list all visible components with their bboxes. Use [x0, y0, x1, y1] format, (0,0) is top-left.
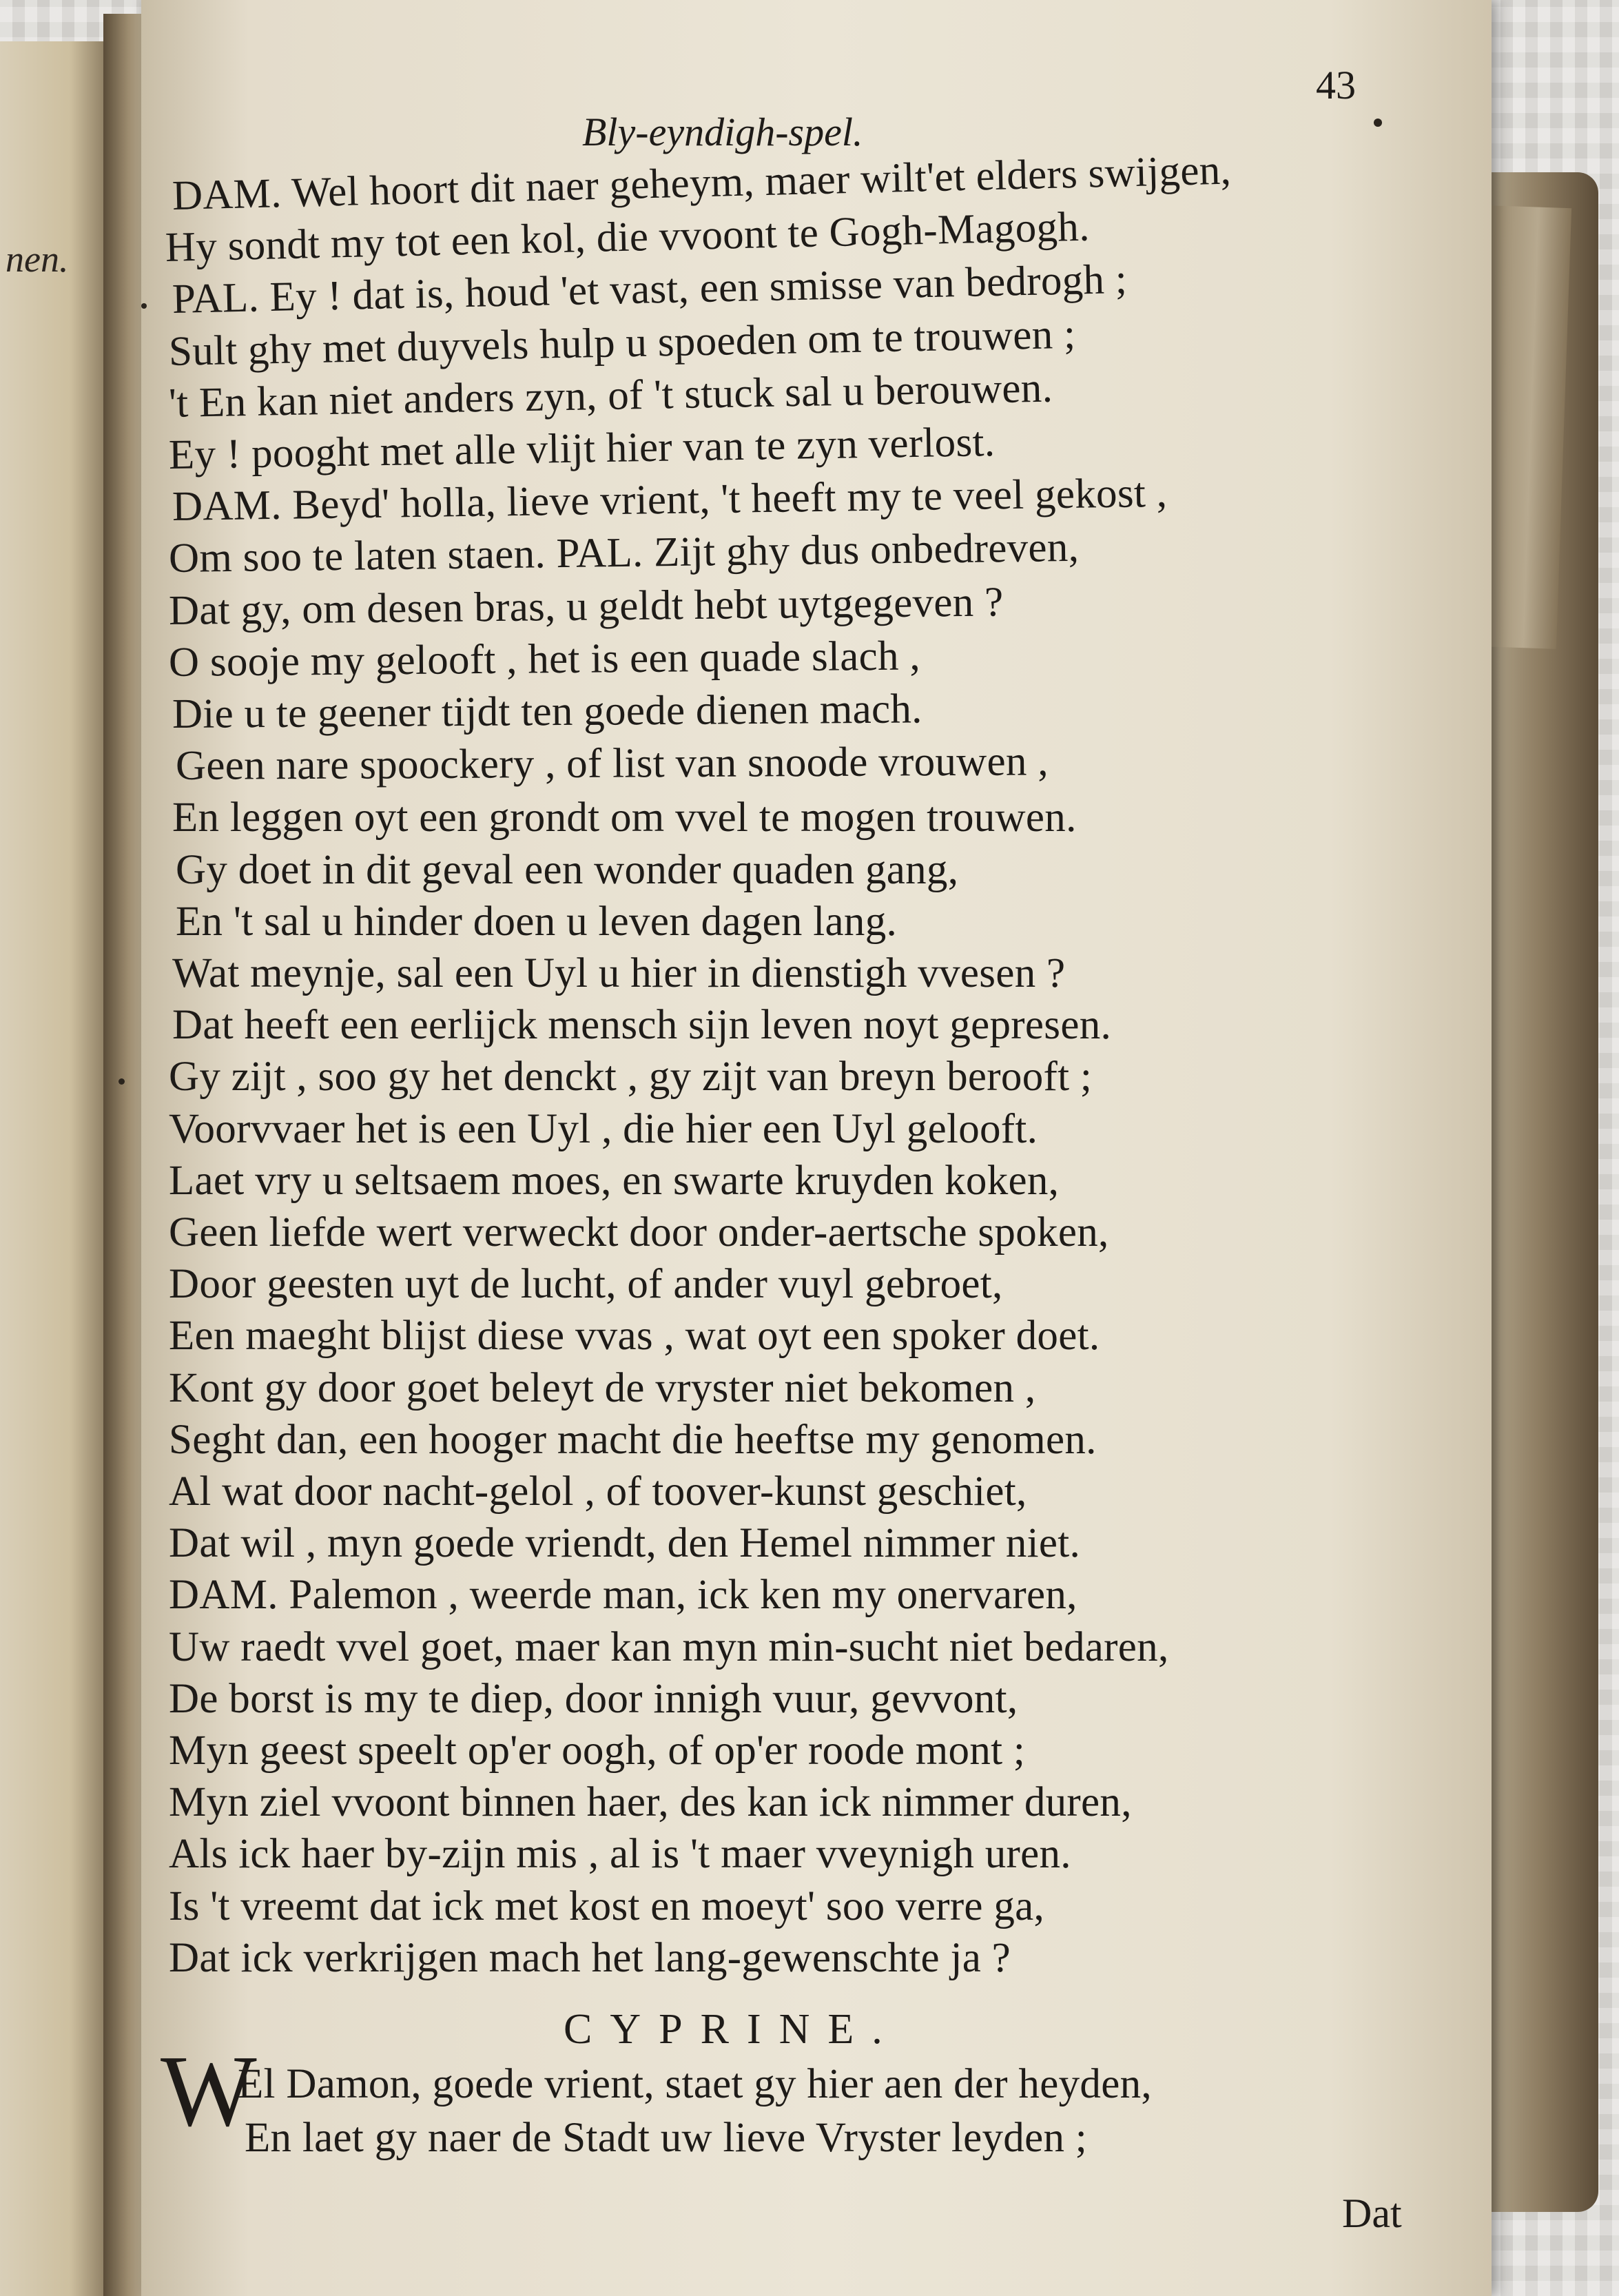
- verse-line: 't En kan niet anders zyn, of 't stuck sal u berouwen.: [168, 365, 1053, 427]
- verse-line: Wat meynje, sal een Uyl u hier in dienstigh vvesen ?: [172, 950, 1066, 996]
- verse-line: Dat heeft een eerlijck mensch sijn leven noyt gepresen.: [172, 1002, 1112, 1048]
- verse-line: Die u te geener tijdt ten goede dienen mach.: [172, 686, 922, 737]
- verse-line: Myn geest speelt op'er oogh, of op'er roode mont ;: [169, 1728, 1026, 1774]
- running-head: Bly-eyndigh-spel.: [582, 110, 863, 154]
- left-page-text-fragment: nen.: [6, 238, 69, 280]
- page-number: 43: [1316, 63, 1356, 107]
- verse-line: Hy sondt my tot een kol, die vvoont te Gogh-Magogh.: [165, 203, 1091, 271]
- verse-line: Een maeght blijst diese vvas , wat oyt een spoker doet.: [169, 1313, 1100, 1359]
- verse-line: Door geesten uyt de lucht, of ander vuyl gebroet,: [169, 1261, 1003, 1307]
- ink-speck: [1374, 119, 1382, 127]
- ink-speck: [141, 303, 147, 309]
- ink-speck: [118, 1078, 125, 1085]
- verse-line: En leggen oyt een grondt om vvel te mogen trouwen.: [172, 795, 1077, 841]
- closing-line: El Damon, goede vrient, staet gy hier aen der heyden,: [238, 2061, 1152, 2107]
- verse-line: Geen liefde wert verweckt door onder-aertsche spoken,: [169, 1209, 1109, 1255]
- left-facing-page: [0, 41, 117, 2296]
- verse-line: PAL. Ey ! dat is, houd 'et vast, een smisse van bedrogh ;: [172, 256, 1128, 322]
- verse-line: Ey ! pooght met alle vlijt hier van te zyn verlost.: [168, 419, 996, 478]
- verse-line: Dat gy, om desen bras, u geldt hebt uytgegeven ?: [168, 579, 1004, 634]
- verse-line: Om soo te laten staen. PAL. Zijt ghy dus onbedreven,: [168, 524, 1080, 582]
- verse-line: Seght dan, een hooger macht die heeftse my genomen.: [169, 1417, 1097, 1463]
- verse-line: En 't sal u hinder doen u leven dagen lang.: [176, 899, 898, 945]
- verse-line: Kont gy door goet beleyt de vryster niet bekomen ,: [169, 1365, 1036, 1411]
- verse-line: Myn ziel vvoont binnen haer, des kan ick nimmer duren,: [169, 1779, 1132, 1825]
- verse-line: Uw raedt vvel goet, maer kan myn min-sucht niet bedaren,: [169, 1624, 1169, 1670]
- verse-line: Dat ick verkrijgen mach het lang-gewenschte ja ?: [169, 1935, 1011, 1981]
- verse-line: Voorvvaer het is een Uyl , die hier een Uyl gelooft.: [169, 1106, 1038, 1152]
- catchword: Dat: [1342, 2191, 1402, 2236]
- verse-line: Is 't vreemt dat ick met kost en moeyt' soo verre ga,: [169, 1883, 1045, 1929]
- verse-line: Gy doet in dit geval een wonder quaden gang,: [176, 847, 959, 893]
- verse-line: DAM. Palemon , weerde man, ick ken my onervaren,: [169, 1572, 1077, 1618]
- verse-line: Als ick haer by-zijn mis , al is 't maer vveynigh uren.: [169, 1831, 1071, 1877]
- verse-line: Geen nare spoockery , of list van snoode vrouwen ,: [175, 738, 1049, 789]
- verse-line: DAM. Beyd' holla, lieve vrient, 't heeft my te veel gekost ,: [172, 469, 1168, 530]
- verse-line: O sooje my gelooft , het is een quade slach ,: [168, 633, 921, 686]
- verse-line: Al wat door nacht-gelol , of toover-kunst geschiet,: [169, 1468, 1027, 1515]
- closing-line: En laet gy naer de Stadt uw lieve Vryster leyden ;: [245, 2115, 1088, 2161]
- verse-line: De borst is my te diep, door innigh vuur, gevvont,: [169, 1676, 1018, 1722]
- verse-line: Dat wil , myn goede vriendt, den Hemel nimmer niet.: [169, 1520, 1081, 1566]
- drop-cap: W: [161, 2035, 257, 2148]
- verse-line: Laet vry u seltsaem moes, en swarte kruyden koken,: [169, 1158, 1060, 1204]
- verse-line: Gy zijt , soo gy het denckt , gy zijt van breyn berooft ;: [169, 1054, 1093, 1100]
- scene-heading: CYPRINE.: [564, 2006, 900, 2053]
- verse-line: DAM. Wel hoort dit naer geheym, maer wilt'et elders swijgen,: [172, 147, 1232, 219]
- verse-line: Sult ghy met duyvels hulp u spoeden om te trouwen ;: [168, 311, 1076, 375]
